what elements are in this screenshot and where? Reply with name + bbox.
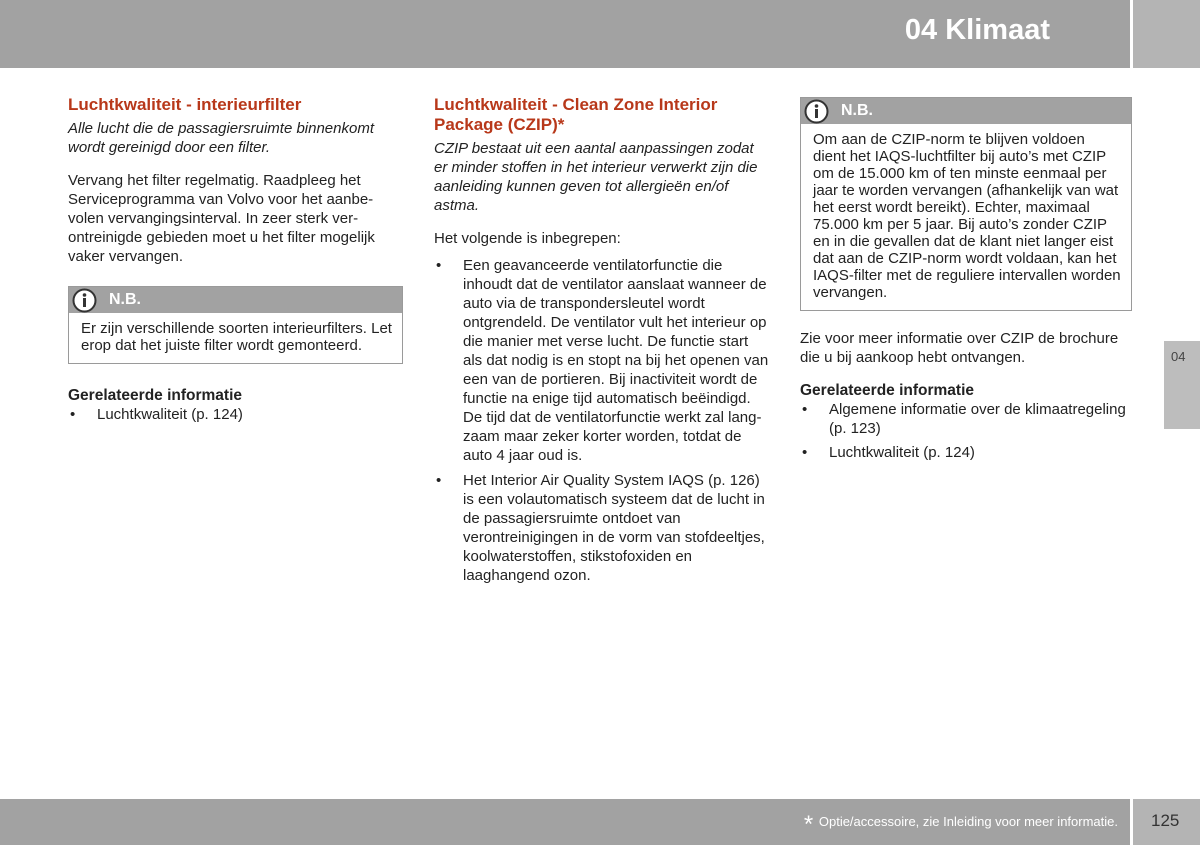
info-icon — [804, 99, 829, 124]
column-interior-filter — [68, 95, 403, 429]
footer-bar — [0, 799, 1130, 845]
section-heading: Luchtkwaliteit - Clean Zone Interior Package (CZIP)* — [434, 95, 718, 134]
note-text: Er zijn verschillende soorten interieurfilters. Let erop dat het juiste filter wordt gemonteerd. — [81, 320, 392, 354]
header-bar — [0, 0, 1130, 68]
body-paragraph: Vervang het filter regelmatig. Raadpleeg het Serviceprogramma van Volvo voor het aanbevolen vervangingsinterval. In zeer sterk verontreinigde gebieden moet u het filter mogelijk vaker vervangen. — [68, 172, 375, 265]
related-heading: Gerelateerde informatie — [800, 382, 975, 399]
note-box — [68, 286, 403, 364]
chapter-tab-label: 04 — [1171, 349, 1186, 364]
asterisk: * — [803, 811, 814, 838]
related-link[interactable]: • Luchtkwaliteit (p. 124) — [802, 444, 975, 461]
header-tab — [1133, 0, 1200, 68]
note-box — [800, 97, 1132, 311]
bullet: • — [802, 444, 808, 461]
related-link[interactable]: • Luchtkwaliteit (p. 124) — [70, 406, 243, 423]
related-link[interactable]: • Algemene informatie over de klimaatregeling (p. 123) — [802, 401, 1126, 437]
body-paragraph: Zie voor meer informatie over CZIP de brochure die u bij aankoop hebt ontvangen. — [800, 330, 1119, 366]
related-heading: Gerelateerde informatie — [68, 387, 243, 404]
bullet: • — [436, 472, 442, 489]
section-intro: CZIP bestaat uit een aantal aanpassingen zodat er minder stoffen in het interieur verwerkt zijn die aanleiding kunnen geven tot allergieën en/of astma. — [434, 140, 758, 214]
feature-list — [434, 256, 770, 585]
bullet: • — [436, 257, 442, 274]
page-number-box — [1133, 799, 1200, 845]
section-intro: Alle lucht die de passagiersruimte binnenkomt wordt gereinigd door een filter. — [68, 120, 374, 156]
footer-note — [804, 811, 1118, 839]
note-header — [801, 98, 1131, 124]
bullet: • — [70, 406, 76, 423]
note-title: N.B. — [109, 291, 141, 308]
info-icon — [72, 288, 97, 313]
page-number: 125 — [1151, 811, 1180, 830]
note-text: Om aan de CZIP-norm te blijven voldoen dient het IAQS-luchtfilter bij auto’s met CZIP om de 15.000 km of ten minste eenmaal per jaar te worden vervangen (afhankelijk van wat het eerst wordt bereikt). Echter, maximaal 75.000 km per 5 jaar. Bij auto’s zonder CZIP en in die gevallen dat de klant niet langer eist dat aan de CZIP-norm wordt voldaan, kan het IAQS-filter met de reguliere intervallen worden vervangen. — [813, 131, 1121, 301]
related-list — [800, 400, 1132, 462]
chapter-tab[interactable] — [1164, 341, 1200, 429]
footer-note-text: Optie/accessoire, zie Inleiding voor meer informatie. — [818, 814, 1118, 829]
page-title: 04 Klimaat — [904, 14, 1050, 46]
section-heading: Luchtkwaliteit - interieurfilter — [68, 95, 302, 114]
related-list — [68, 405, 403, 424]
note-title: N.B. — [841, 102, 873, 119]
note-header — [69, 287, 402, 313]
list-item: • Het Interior Air Quality System IAQS (p. 126) is een volautomatisch systeem dat de lucht in de passagiersruimte ontdoet van verontreinigingen in de vorm van stofdeeltjes, koolwaterstoffen, stikstofoxiden en laaghangend ozon. — [436, 472, 765, 584]
list-item: • Een geavanceerde ventilatorfunctie die inhoudt dat de ventilator aanslaat wanneer de auto via de transpondersleutel wordt ontgrendeld. De ventilator vult het interieur op die manier met verse lucht. De functie start als dat nodig is en stopt na bij het openen van een van de portieren. Bij inactiviteit wordt de functie na enige tijd automatisch beëindigd. De tijd dat de ventilatorfunctie werkt zal langzaam maar zeker korter worden, totdat de auto 4 jaar oud is. — [436, 257, 769, 464]
bullet: • — [802, 401, 808, 418]
lead-text: Het volgende is inbegrepen: — [434, 230, 621, 247]
column-czip — [434, 95, 770, 590]
column-czip-note — [800, 95, 1132, 467]
